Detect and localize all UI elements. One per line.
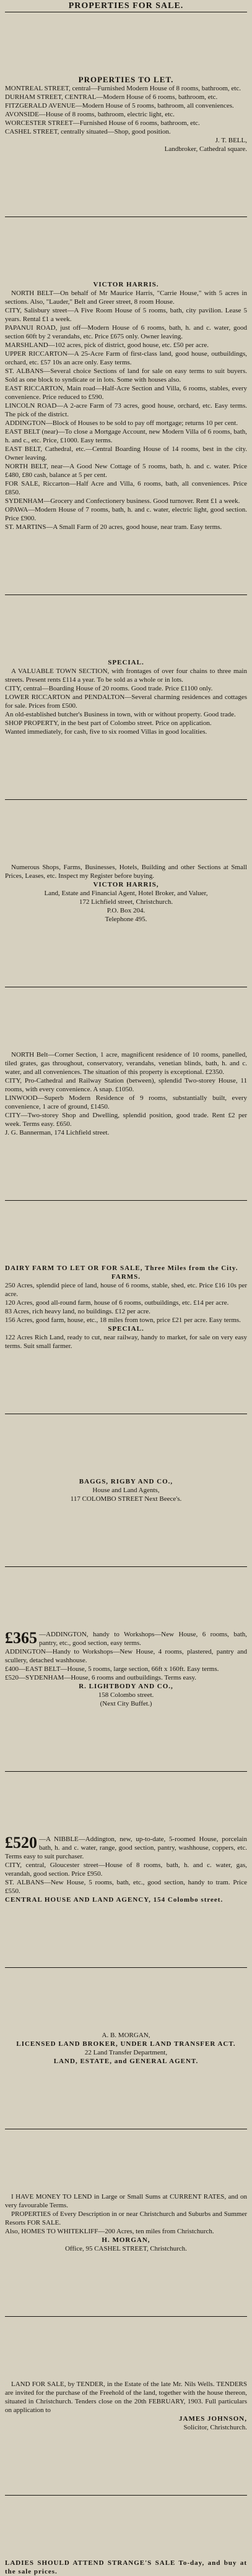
ad-line: 158 Colombo street. (98, 1691, 154, 1699)
ad-line: 83 Acres, rich heavy land, no buildings. £12 per acre. (5, 1308, 150, 1315)
ad-line: FITZGERALD AVENUE—Modern House of 5 rooms, bathroom, all conveniences. (5, 102, 234, 109)
ad-line: An old-established butcher's Business in town, with or without property. Good trade. (5, 711, 236, 718)
ad-line: ST. ALBANS—New House, 5 rooms, bath, etc., good section, handy to tram. Price £550. (5, 1879, 247, 1895)
ad-line: VICTOR HARRIS, (93, 881, 159, 888)
ad-line: EAST BELT (near)—To close a Mortgage Account, new Modern Villa of 6 rooms, bath, h. and c., etc. Price, £1000. Easy terms. (5, 428, 247, 444)
ad-line: LINCOLN ROAD—A 2-acre Farm of 73 acres, good house, orchard, etc. Easy terms. The pick of the district. (5, 402, 247, 418)
ad-line: A VALUABLE TOWN SECTION, with frontages of over four chains to three main streets. Present rents £114 a year. To be sold as a whole or in lots. (5, 668, 247, 684)
ad-divider (5, 1200, 247, 1201)
ad-line: NORTH Belt—Corner Section, 1 acre, magnificent residence of 10 rooms, panelled, tiled grates, gas throughout, conservatory, verandahs, venetian blinds, bath, h. and c. water, and all conveniences. The situation of this property is exceptional. £2350. (5, 1051, 247, 1076)
ad-line: FOR SALE, Riccarton—Half Acre and Villa, 6 rooms, bath, all conveniences. Price £850. (5, 480, 247, 496)
ad-line: 120 Acres, good all-round farm, house of 6 rooms, outbuildings, etc. £14 per acre. (5, 1299, 229, 1307)
ad-line: R. LIGHTBODY AND CO., (79, 1683, 173, 1690)
classified-ad (5, 1264, 247, 1350)
ad-line: SYDENHAM—Grocery and Confectionery business. Good turnover. Rent £1 a week. (5, 497, 240, 505)
ad-divider (5, 1771, 247, 1772)
classified-ad (5, 1835, 247, 1904)
ad-line: Wanted immediately, for cash, five to six roomed Villas in good localities. (5, 728, 207, 736)
classified-ad (5, 658, 247, 736)
ad-line: Telephone 495. (105, 916, 147, 923)
ad-line: EAST BELT, Cathedral, etc.—Central Boarding House of 14 rooms, best in the city. Owner leaving. (5, 445, 247, 462)
ad-line: LOWER RICCARTON and PENDALTON—Several charming residences and cottages for sale. Prices from £500. (5, 693, 247, 710)
ad-line: ADDINGTON—Handy to Workshops—New House, 4 rooms, plastered, pantry and scullery, detached washhouse. (5, 1648, 247, 1664)
ad-price: £365 (5, 1630, 37, 1647)
ad-line: JAMES JOHNSON, (179, 2415, 247, 2423)
ad-line: CASHEL STREET, centrally situated—Shop, good position. (5, 128, 171, 135)
ad-line: —ADDINGTON, handy to Workshops—New House, 6 rooms, bath, pantry, etc., good section, easy terms. (39, 1631, 247, 1647)
ad-line: NORTH BELT, near—A Good New Cottage of 5 rooms, bath, h. and c. water. Price £480, £80 cash, balance at 5 per cent. (5, 463, 247, 479)
ad-line: EAST RICCARTON, Main road—Half-Acre Section and Villa, 6 rooms, stables, every convenience. Price reduced to £590. (5, 385, 247, 401)
ad-line: Office, 95 CASHEL STREET, Christchurch. (65, 2245, 187, 2252)
ad-line: Numerous Shops, Farms, Businesses, Hotels, Building and other Sections at Small Prices, Leases, etc. Inspect my Register before buying. (5, 864, 247, 880)
ad-line: DURHAM STREET, CENTRAL—Modern House of 6 rooms, bathroom, etc. (5, 93, 218, 101)
ad-divider (5, 1967, 247, 1968)
ad-line: VICTOR HARRIS. (93, 281, 159, 288)
ad-line: BAGGS, RIGBY AND CO., (79, 1478, 173, 1485)
ad-line: 117 COLOMBO STREET Next Beece's. (70, 1495, 182, 1503)
ad-line: (Next City Buffet.) (100, 1700, 152, 1707)
ad-line: J. T. BELL, (215, 137, 247, 144)
ad-line: PAPANUI ROAD, just off—Modern House of 6 rooms, bath, h. and c. water, good section 60ft by 2 verandahs, etc. Price £675 only. Owner leaving. (5, 324, 247, 340)
ad-line: £520—SYDENHAM—House, 6 rooms and outbuildings. Terms easy. (5, 1674, 197, 1681)
ad-line: NORTH BELT—On behalf of Mr Maurice Harris, "Carrie House," with 5 acres in sections. Also, "Lauder," Belt and Greer street, 8 room House. (5, 290, 247, 306)
ad-line: MARSHLAND—102 acres, pick of district, good house, etc. £50 per acre. (5, 341, 209, 349)
classified-ad (5, 1477, 247, 1503)
ad-divider (5, 1566, 247, 1567)
ad-line: UPPER RICCARTON—A 25-Acre Farm of first-class land, good house, outbuildings, orchard, etc. £57 10s an acre only. Easy terms. (5, 350, 247, 366)
classified-ad (5, 280, 247, 531)
ad-line: FARMS. (111, 1273, 141, 1281)
classified-ad (5, 1050, 247, 1137)
classified-ad (5, 863, 247, 924)
classified-ad (5, 2380, 247, 2432)
ad-line: ADDINGTON—Block of Houses to be sold to pay off mortgage; returns 10 per cent. (5, 419, 238, 427)
ad-line: SPECIAL. (108, 659, 144, 666)
ad-line: 250 Acres, splendid piece of land, house of 6 rooms, stable, shed, etc. Price £16 10s per acre. (5, 1282, 247, 1298)
ad-line: LICENSED LAND BROKER, UNDER LAND TRANSFER ACT. (16, 2040, 236, 2048)
ad-price: £520 (5, 1835, 37, 1852)
ad-line: SHOP PROPERTY, in the best part of Colombo street. Price on application. (5, 719, 212, 727)
ad-line: £400—EAST BELT—House, 5 rooms, large section, 66ft x 160ft. Easy terms. (5, 1665, 219, 1673)
ad-line: CITY, central, Gloucester street—House of 8 rooms, bath, h. and c. water, gas, verandah, good section. Price £950. (5, 1861, 247, 1878)
ad-line: 156 Acres, good farm, house, etc., 18 miles from town, price £21 per acre. Easy terms. (5, 1316, 241, 1324)
ad-line: A. B. MORGAN, (102, 2032, 150, 2039)
ad-line: PROPERTIES of Every Description in or near Christchurch and Suburbs and Summer Resorts FOR SALE. (5, 2210, 247, 2226)
ad-divider (5, 2495, 247, 2496)
ad-line: H. MORGAN, (102, 2236, 150, 2244)
classified-ad (5, 2559, 247, 2576)
section-heading: PROPERTIES FOR SALE. (5, 1, 247, 12)
ad-line: ST. ALBANS—Several choice Sections of land for sale on easy terms to suit buyers. Sold as one block to syndicate or in lots. Some with houses also. (5, 367, 247, 384)
ad-line: ST. MARTINS—A Small Farm of 20 acres, good house, near tram. Easy terms. (5, 523, 222, 531)
ad-line: CITY, Salisbury street—A Five Room House of 5 rooms, bath, city pavilion. Lease 5 years. Rental £1 a week. (5, 307, 247, 323)
ad-line: CITY, Pro-Cathedral and Railway Station (between), splendid Two-storey House, 11 rooms, with every convenience. A snap. £1050. (5, 1077, 247, 1093)
ad-line: House and Land Agents, (92, 1487, 160, 1494)
ad-line: P.O. Box 204. (106, 907, 146, 914)
ad-line: WORCESTER STREET—Furnished House of 6 rooms, bathroom, etc. (5, 119, 200, 127)
ad-line: 172 Lichfield street, Christchurch. (79, 898, 173, 906)
ad-line: LAND FOR SALE, by TENDER, in the Estate of the late Mr. Nils Wells. TENDERS are invited for the purchase of the Freehold of the land, together with the house thereon, situated in Christchurch. Tenders close on the 20th FEBRUARY, 1903. Full particulars on application to (5, 2381, 247, 2414)
ad-line: AVONSIDE—House of 8 rooms, bathroom, electric light, etc. (5, 111, 175, 118)
ad-line: J. G. Bannerman, 174 Lichfield street. (5, 1129, 110, 1136)
classified-ad (5, 1630, 247, 1708)
ad-divider (5, 2316, 247, 2317)
classified-ad (5, 75, 247, 153)
ad-line: DAIRY FARM TO LET OR FOR SALE, Three Miles from the City. (5, 1264, 238, 1272)
ad-line: PROPERTIES TO LET. (78, 75, 174, 84)
ad-line: LAND, ESTATE, and GENERAL AGENT. (53, 2058, 199, 2065)
ad-line: CITY—Two-storey Shop and Dwelling, splendid position, good trade. Rent £2 per week. Terms easy. £650. (5, 1112, 247, 1128)
ad-divider (5, 799, 247, 800)
ad-line: CENTRAL HOUSE AND LAND AGENCY, 154 Colombo street. (5, 1896, 224, 1904)
ad-line: I HAVE MONEY TO LEND in Large or Small Sums at CURRENT RATES, and on very favourable Terms. (5, 2193, 247, 2209)
ad-line: Landbroker, Cathedral square. (164, 145, 247, 153)
ad-line: LADIES SHOULD ATTEND STRANGE'S SALE To-day, and buy at the sale prices. (5, 2559, 247, 2575)
classified-ad (5, 2192, 247, 2253)
ad-line: LINWOOD—Superb Modern Residence of 9 rooms, substantially built, every convenience, 1 acre of ground, £1450. (5, 1094, 247, 1110)
ad-line: SPECIAL. (108, 1325, 144, 1333)
ad-line: —A NIBBLE—Addington, new, up-to-date, 5-roomed House, porcelain bath, h. and c. water, range, good section, pantry, washhouse, coppers, etc. Terms easy to suit purchaser. (5, 1835, 247, 1860)
ad-line: OPAWA—Modern House of 7 rooms, bath, h. and c. water, electric light, good section. Price £900. (5, 506, 247, 522)
ad-line: 22 Land Transfer Department, (84, 2049, 168, 2056)
ad-line: Land, Estate and Financial Agent, Hotel Broker, and Valuer, (44, 890, 208, 897)
ad-line: 122 Acres Rich Land, ready to cut, near railway, handy to market, for sale on very easy terms. Suit small farmer. (5, 1334, 247, 1350)
classified-ad (5, 2031, 247, 2066)
ad-line: MONTREAL STREET, central—Furnished Modern House of 8 rooms, bathroom, etc. (5, 85, 241, 92)
ad-line: Solicitor, Christchurch. (183, 2424, 247, 2431)
ad-line: CITY, central—Boarding House of 20 rooms. Good trade. Price £1100 only. (5, 685, 213, 692)
ad-line: Also, HOMES TO WHITEKLIFF—200 Acres, ten miles from Christchurch. (5, 2228, 214, 2235)
